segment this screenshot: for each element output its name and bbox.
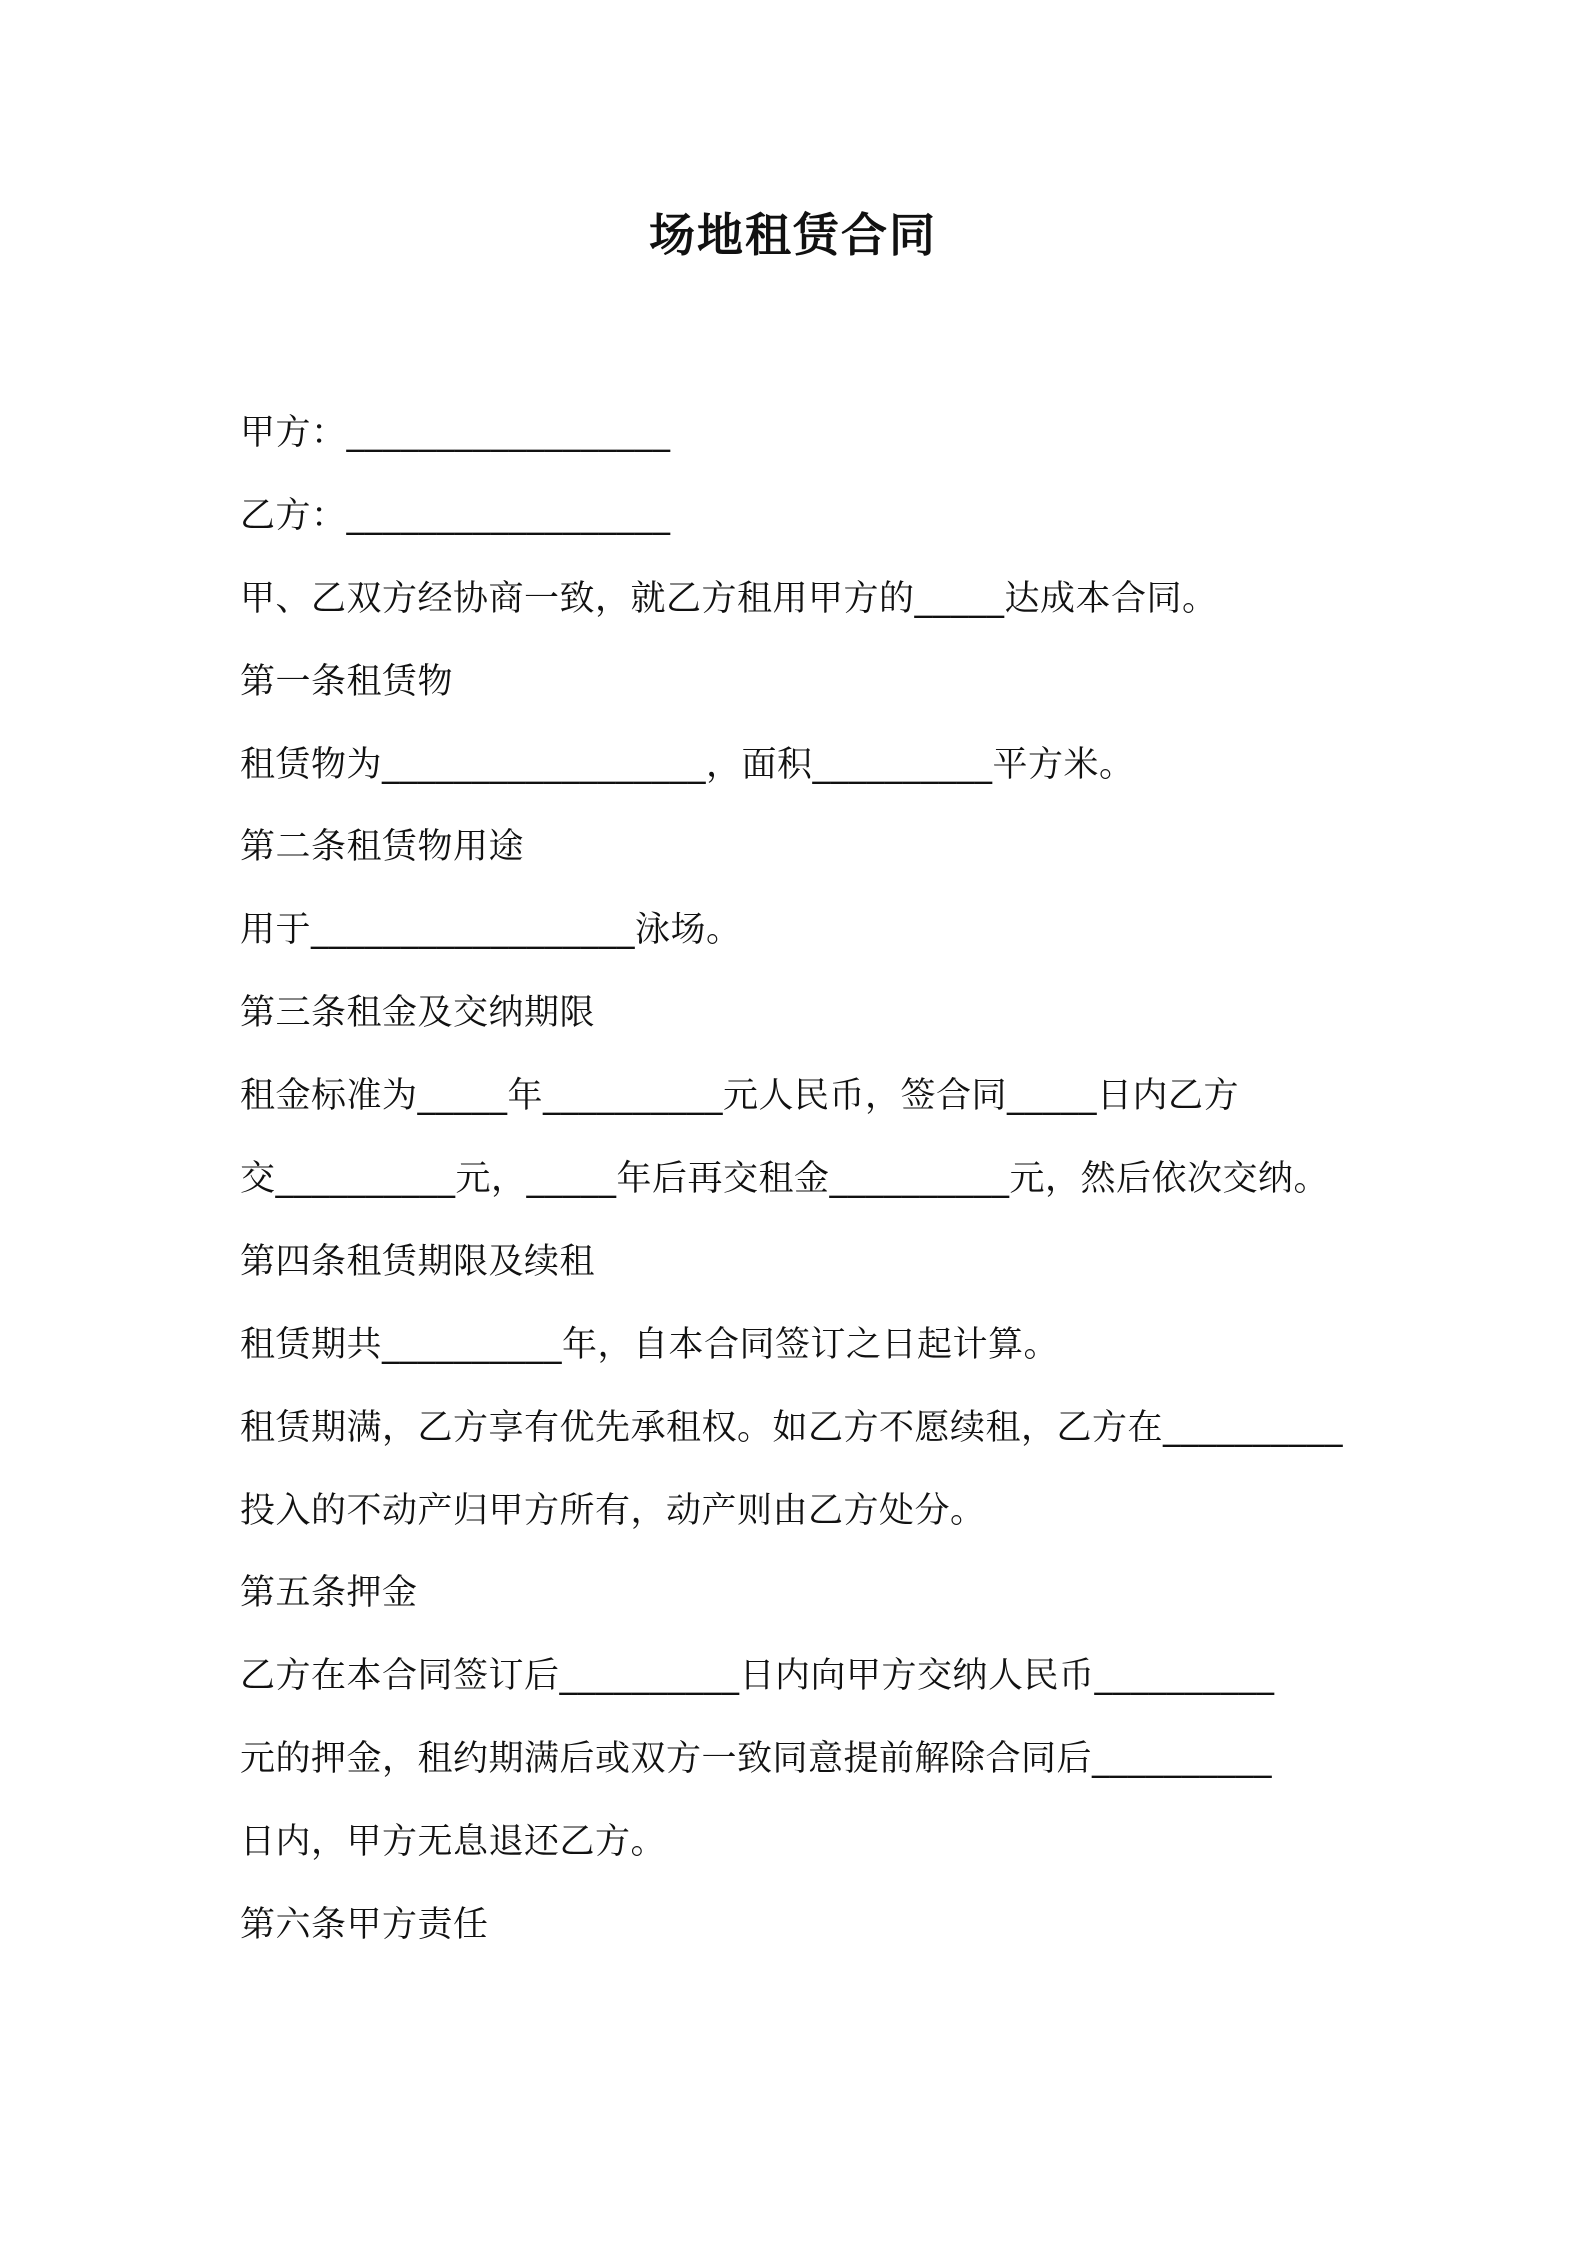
article-5-text-3: 日内，甲方无息退还乙方。 bbox=[240, 1822, 667, 1863]
article-6-heading: 第六条甲方责任 bbox=[240, 1905, 489, 1946]
article-5-heading: 第五条押金 bbox=[240, 1573, 418, 1614]
article-2-text: 用于__________________泳场。 bbox=[240, 910, 742, 951]
document-body bbox=[240, 404, 1370, 1979]
article-1-heading: 第一条租赁物 bbox=[240, 661, 454, 702]
article-1-text: 租赁物为__________________，面积__________平方米。 bbox=[240, 744, 1135, 785]
article-4-heading: 第四条租赁期限及续租 bbox=[240, 1241, 596, 1282]
article-4-text-3: 投入的不动产归甲方所有，动产则由乙方处分。 bbox=[240, 1490, 986, 1531]
article-5-text-2: 元的押金，租约期满后或双方一致同意提前解除合同后__________ bbox=[240, 1739, 1273, 1780]
party-a-line: 甲方：__________________ bbox=[240, 413, 671, 453]
article-4-text-1: 租赁期共__________年，自本合同签订之日起计算。 bbox=[240, 1324, 1060, 1365]
article-4-text-2: 租赁期满，乙方享有优先承租权。如乙方不愿续租，乙方在__________ bbox=[240, 1407, 1344, 1448]
article-3-text-1: 租金标准为_____年__________元人民币，签合同_____日内乙方 bbox=[240, 1076, 1240, 1117]
preamble-line: 甲、乙双方经协商一致，就乙方租用甲方的_____达成本合同。 bbox=[240, 578, 1218, 619]
article-2-heading: 第二条租赁物用途 bbox=[240, 827, 525, 868]
party-b-line: 乙方：__________________ bbox=[240, 495, 671, 536]
document-title: 场地租赁合同 bbox=[649, 208, 937, 262]
article-3-text-2: 交__________元，_____年后再交租金__________元，然后依次交纳。 bbox=[240, 1159, 1330, 1200]
article-3-heading: 第三条租金及交纳期限 bbox=[240, 993, 596, 1034]
article-5-text-1: 乙方在本合同签订后__________日内向甲方交纳人民币__________ bbox=[240, 1656, 1275, 1697]
